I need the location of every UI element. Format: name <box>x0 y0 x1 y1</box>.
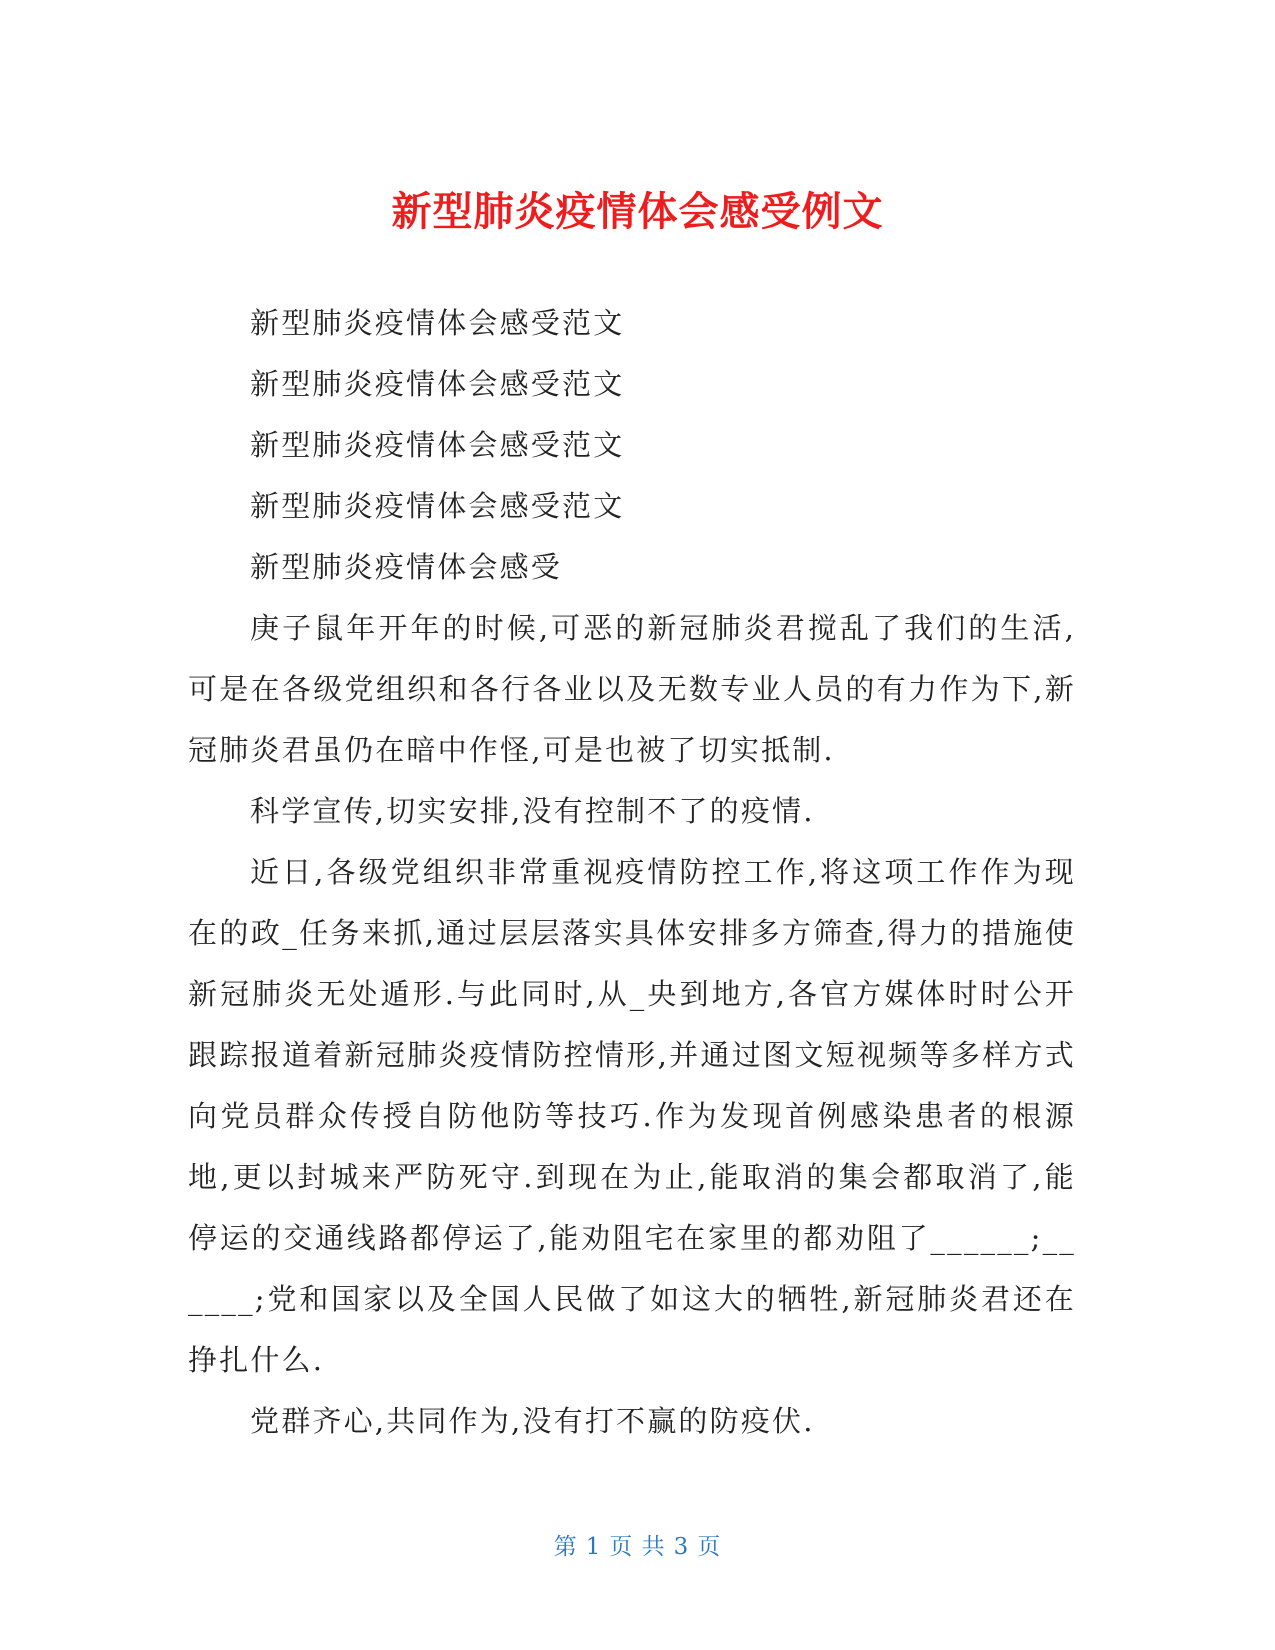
page-footer <box>0 1532 1275 1562</box>
paragraph-1: 新型肺炎疫情体会感受范文 <box>250 306 625 340</box>
paragraph-4: 新型肺炎疫情体会感受范文 <box>250 489 625 523</box>
paragraph-2: 新型肺炎疫情体会感受范文 <box>250 367 625 401</box>
page-suffix: 页 <box>697 1534 722 1560</box>
total-pages-number: 3 <box>673 1534 690 1560</box>
paragraph-7: 科学宣传,切实安排,没有控制不了的疫情. <box>250 794 815 828</box>
paragraph-6: 庚子鼠年开年的时候,可恶的新冠肺炎君搅乱了我们的生活,可是在各级党组织和各行各业以及无数专业人员的有力作为下,新冠肺炎君虽仍在暗中作怪,可是也被了切实抵制. <box>188 611 1076 767</box>
paragraph-8: 近日,各级党组织非常重视疫情防控工作,将这项工作作为现在的政_任务来抓,通过层层落实具体安排多方筛查,得力的措施使新冠肺炎无处遁形.与此同时,从_央到地方,各官方媒体时时公开跟踪报道着新冠肺炎疫情防控情形,并通过图文短视频等多样方式向党员群众传授自防他防等技巧.作为发现首例感染患者的根源地,更以封城来严防死守.到现在为止,能取消的集会都取消了,能停运的交通线路都停运了,能劝阻宅在家里的都劝阻了______;______;党和国家以及全国人民做了如这大的牺牲,新冠肺炎君还在挣扎什么. <box>188 855 1076 1377</box>
paragraph-3: 新型肺炎疫情体会感受范文 <box>250 428 625 462</box>
page-middle: 页 共 <box>609 1534 666 1560</box>
page-prefix: 第 <box>553 1534 578 1560</box>
paragraph-9: 党群齐心,共同作为,没有打不赢的防疫伏. <box>250 1404 815 1438</box>
document-title: 新型肺炎疫情体会感受例文 <box>391 188 884 235</box>
current-page-number: 1 <box>585 1534 602 1560</box>
paragraph-5: 新型肺炎疫情体会感受 <box>250 550 563 584</box>
document-body <box>188 293 1076 1452</box>
